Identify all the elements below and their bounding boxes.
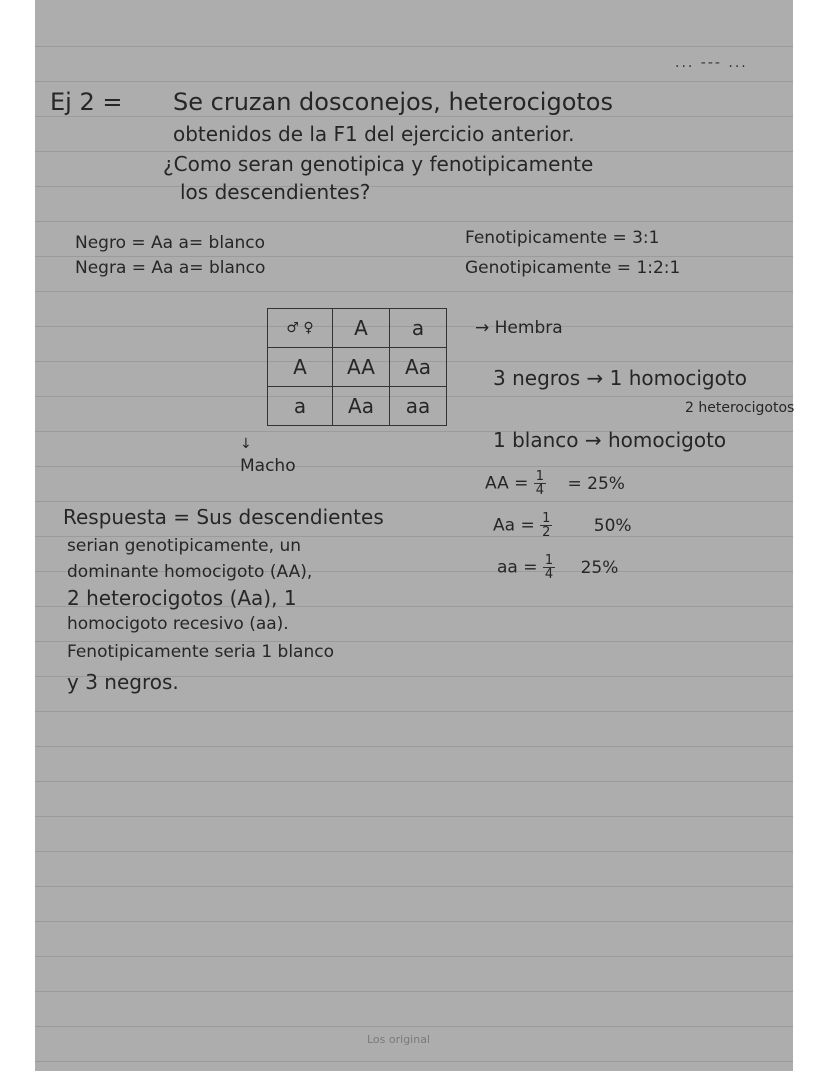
answer-line: 2 heterocigotos (Aa), 1 <box>67 586 297 610</box>
footer-watermark: Los original <box>367 1033 431 1046</box>
question-line: obtenidos de la F1 del ejercicio anterior. <box>173 122 575 146</box>
percent: = 25% <box>567 473 625 494</box>
numerator: 1 <box>544 553 554 568</box>
legend-line: Negra = Aa a= blanco <box>75 258 266 278</box>
male-label: Macho <box>240 456 296 476</box>
answer-line: serian genotipicamente, un <box>67 536 301 556</box>
punnett-col-header: a <box>390 309 447 348</box>
white-phenotype: 1 blanco → homocigoto <box>493 428 727 452</box>
genotype: aa = <box>497 557 538 578</box>
punnett-corner <box>268 309 333 348</box>
numerator: 1 <box>542 511 551 526</box>
genotype: Aa = <box>493 515 535 536</box>
exercise-label: Ej 2 = <box>50 88 123 116</box>
black-phenotype: 3 negros → 1 homocigoto <box>493 366 747 390</box>
proportion-row <box>497 554 618 581</box>
header-marks: ... --- ... <box>675 55 748 71</box>
answer-line: Respuesta = Sus descendientes <box>63 505 384 529</box>
answer-line: dominante homocigoto (AA), <box>67 562 313 582</box>
denominator: 4 <box>535 483 545 498</box>
numerator: 1 <box>535 469 545 484</box>
answer-line: Fenotipicamente seria 1 blanco <box>67 642 334 662</box>
genotype-ratio: Genotipicamente = 1:2:1 <box>465 258 681 278</box>
punnett-cell: Aa <box>333 387 390 426</box>
black-phenotype-2: 2 heterocigotos <box>685 400 795 416</box>
question-line: los descendientes? <box>180 180 371 204</box>
punnett-cell: aa <box>390 387 447 426</box>
punnett-row-header: A <box>268 348 333 387</box>
punnett-square <box>267 308 447 426</box>
male-arrow-icon: ↓ <box>240 436 252 452</box>
percent: 50% <box>593 515 632 536</box>
punnett-cell: AA <box>333 348 390 387</box>
answer-line: y 3 negros. <box>67 670 179 694</box>
fraction <box>540 512 552 539</box>
punnett-row-header: a <box>268 387 333 426</box>
punnett-col-header: A <box>333 309 390 348</box>
fraction <box>543 554 555 581</box>
legend-line: Negro = Aa a= blanco <box>75 233 266 253</box>
question-line: ¿Como seran genotipica y fenotipicamente <box>163 152 594 176</box>
proportion-row <box>485 470 625 497</box>
fraction <box>534 470 546 497</box>
phenotype-ratio: Fenotipicamente = 3:1 <box>465 228 660 248</box>
denominator: 4 <box>544 567 554 582</box>
proportion-row <box>493 512 632 539</box>
answer-line: homocigoto recesivo (aa). <box>67 614 289 634</box>
female-symbol: ♀ <box>303 320 314 336</box>
female-label: → Hembra <box>475 318 563 338</box>
denominator: 2 <box>542 525 551 540</box>
punnett-cell: Aa <box>390 348 447 387</box>
genotype: AA = <box>485 473 529 494</box>
percent: 25% <box>580 557 619 578</box>
male-symbol: ♂ <box>286 320 299 336</box>
notebook-page <box>35 0 793 1071</box>
question-line: Se cruzan dosconejos, heterocigotos <box>173 88 613 116</box>
